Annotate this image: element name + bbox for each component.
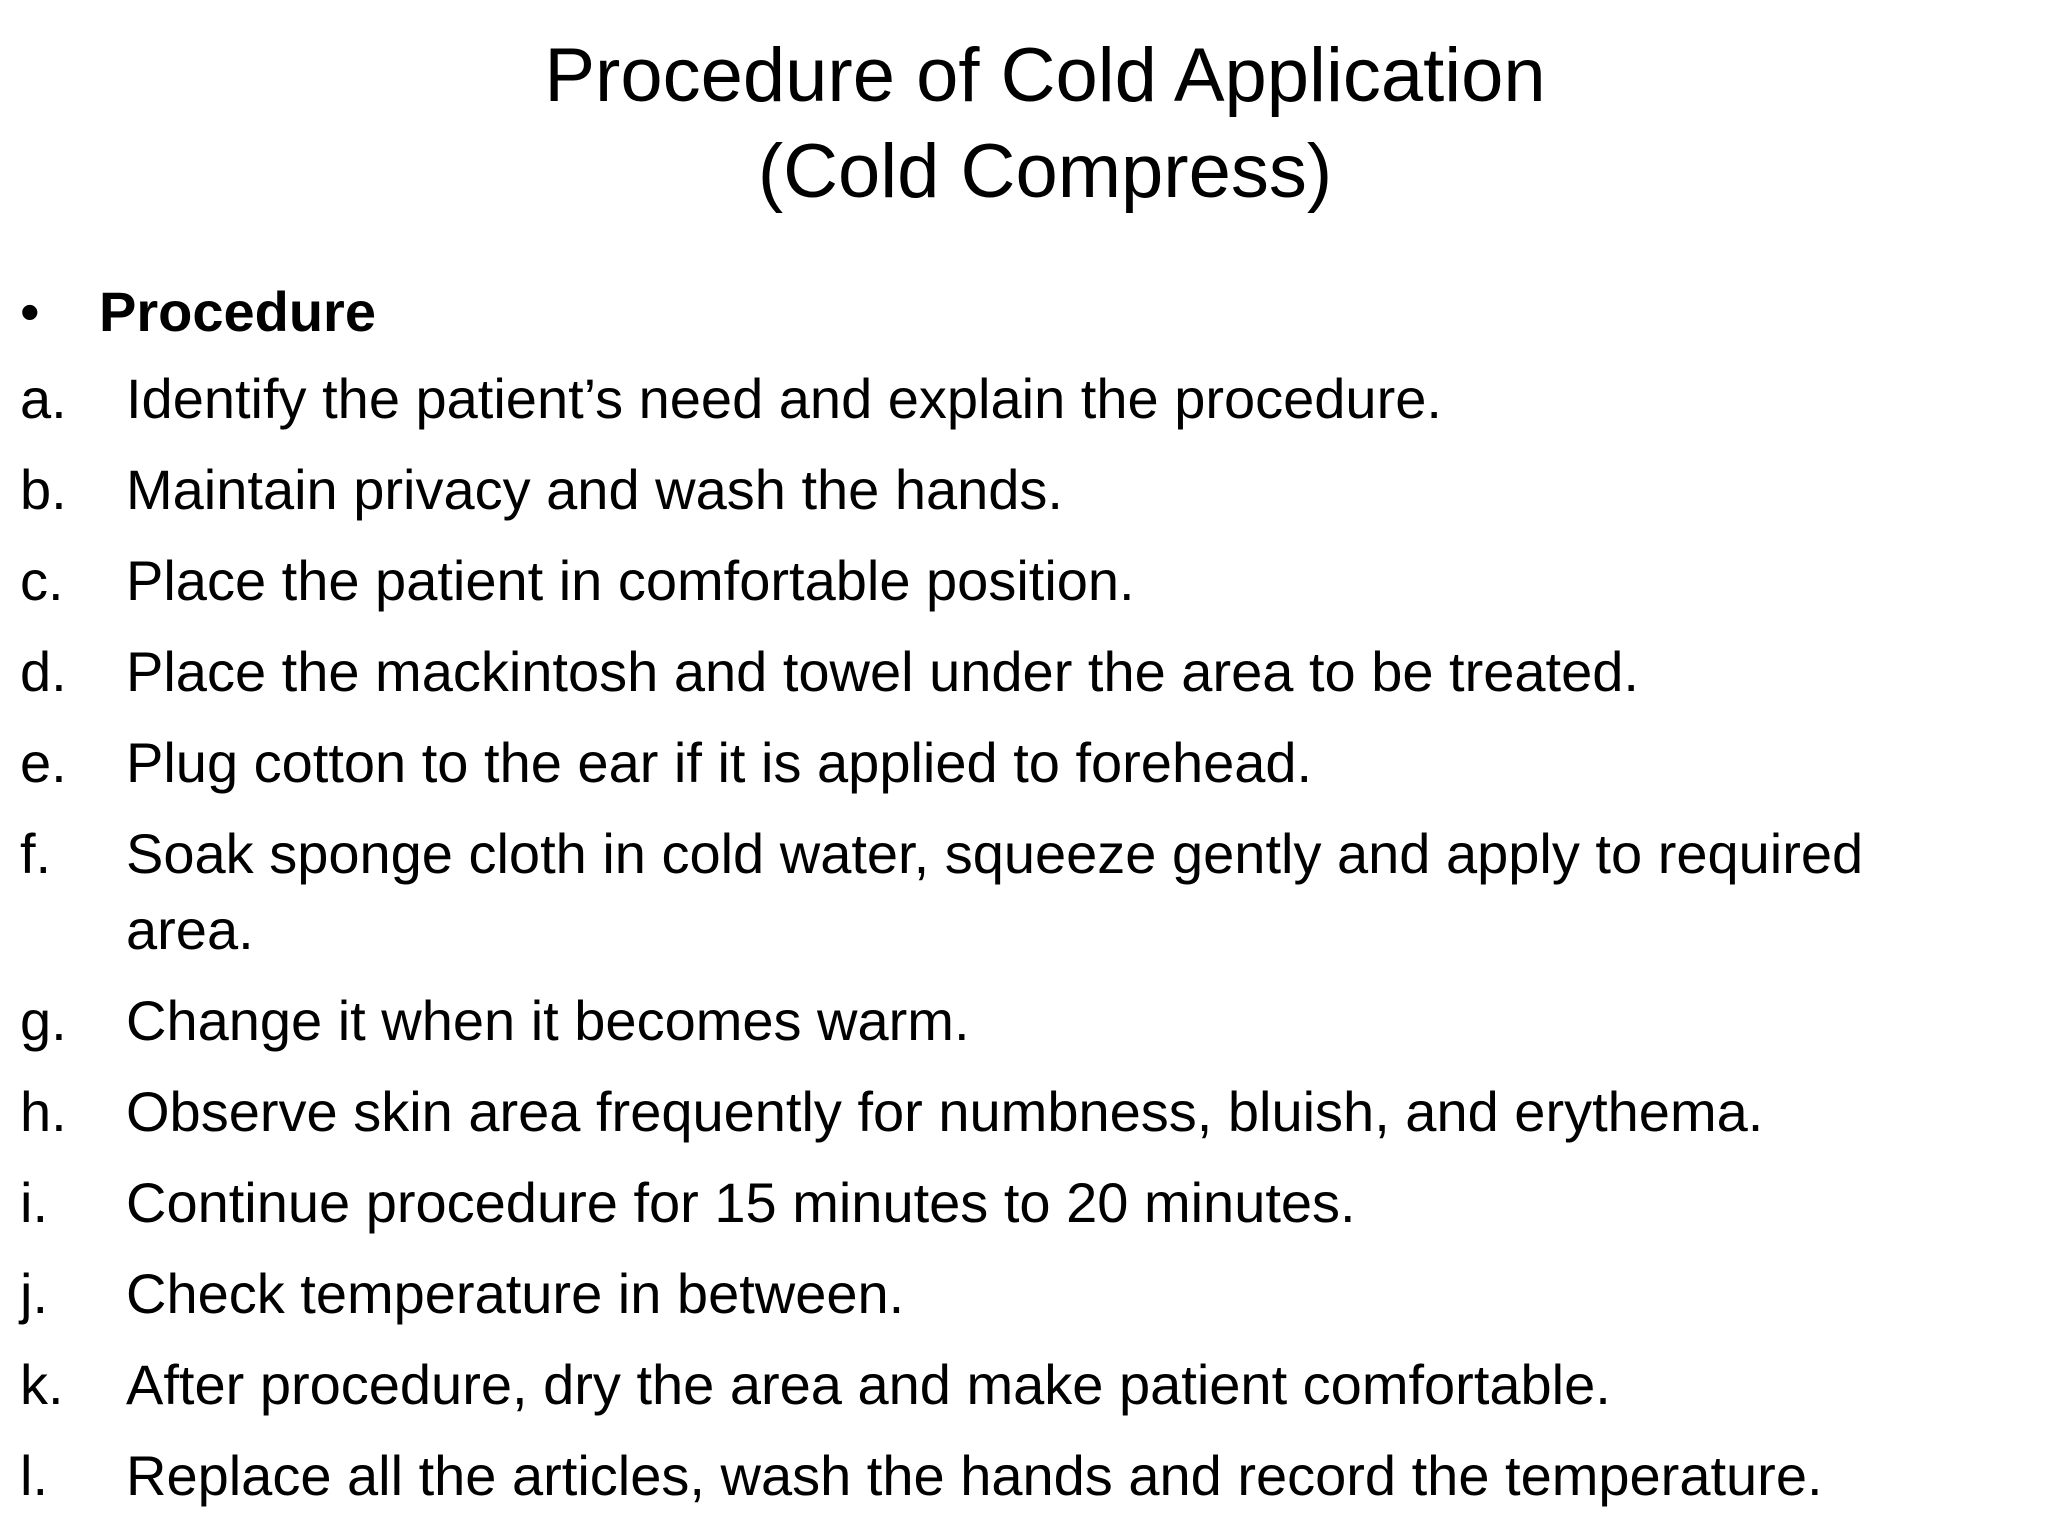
step-label: i. [20,1171,48,1234]
bullet-procedure [20,270,2010,354]
step-text: Place the patient in comfortable position. [126,549,1135,612]
step-label: b. [20,458,67,521]
bullet-icon: • [20,280,40,343]
step-text: Identify the patient’s need and explain the procedure. [126,367,1442,430]
step-label: c. [20,549,64,612]
step-text: Plug cotton to the ear if it is applied to forehead. [126,731,1313,794]
step-text: Maintain privacy and wash the hands. [126,458,1063,521]
step-label: g. [20,989,67,1052]
title-line-1: Procedure of Cold Application [544,33,1546,118]
step-b [20,452,2010,528]
title-line-2: (Cold Compress) [757,129,1333,214]
step-text: Check temperature in between. [126,1262,905,1325]
step-label: h. [20,1080,67,1143]
step-l [20,1438,2010,1514]
step-text: Continue procedure for 15 minutes to 20 minutes. [126,1171,1356,1234]
step-text: Observe skin area frequently for numbness, bluish, and erythema. [126,1080,1764,1143]
step-i [20,1165,2010,1241]
step-label: j. [20,1262,48,1325]
step-label: k. [20,1353,64,1416]
slide-title [0,28,2048,220]
step-label: e. [20,731,67,794]
step-h [20,1074,2010,1150]
step-label: f. [20,822,52,885]
step-f [20,816,2010,968]
step-j [20,1256,2010,1332]
step-text: Change it when it becomes warm. [126,989,970,1052]
step-d [20,634,2010,710]
bullet-heading: Procedure [99,280,376,343]
slide-content [20,270,2010,1529]
step-label: a. [20,367,67,430]
step-c [20,543,2010,619]
step-g [20,983,2010,1059]
step-a [20,361,2010,437]
step-text: Replace all the articles, wash the hands and record the temperature. [126,1444,1823,1507]
step-label: l. [20,1444,48,1507]
step-text: After procedure, dry the area and make patient comfortable. [126,1353,1611,1416]
step-label: d. [20,640,67,703]
step-text: Soak sponge cloth in cold water, squeeze gently and apply to required area. [126,822,1864,961]
step-k [20,1347,2010,1423]
step-e [20,725,2010,801]
step-text: Place the mackintosh and towel under the area to be treated. [126,640,1639,703]
